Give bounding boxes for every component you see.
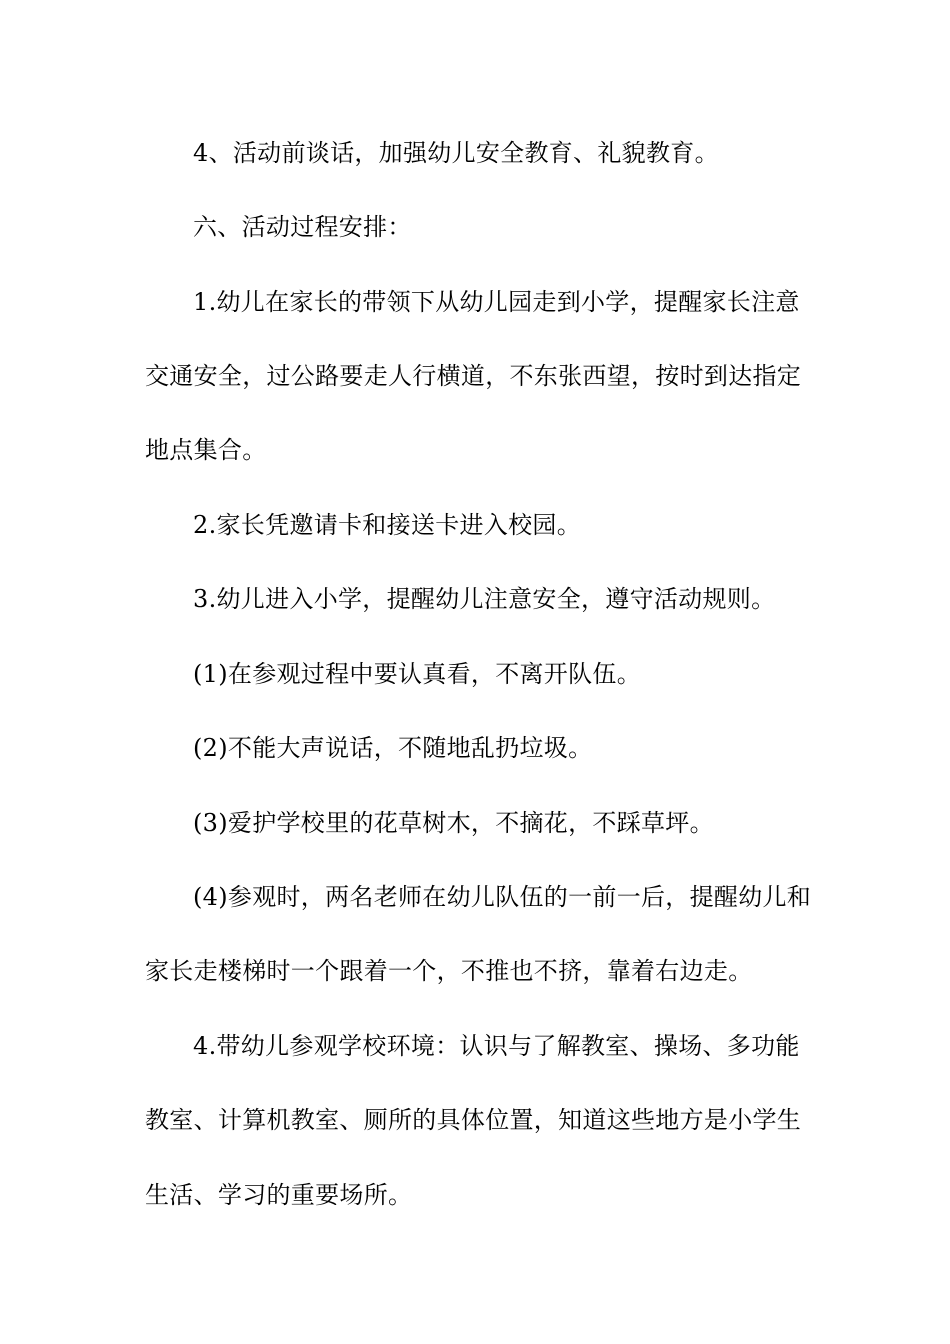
paragraph-line: 2.家长凭邀请卡和接送卡进入校园。 [193, 511, 581, 539]
paragraph-line: 4、活动前谈话，加强幼儿安全教育、礼貌教育。 [193, 139, 719, 167]
list-item: (1)在参观过程中要认真看，不离开队伍。 [193, 660, 641, 688]
paragraph-line: 1.幼儿在家长的带领下从幼儿园走到小学，提醒家长注意 [193, 288, 800, 316]
paragraph-line: 4.带幼儿参观学校环境：认识与了解教室、操场、多功能 [193, 1032, 800, 1060]
paragraph-line: 生活、学习的重要场所。 [145, 1181, 413, 1209]
list-item: (2)不能大声说话，不随地乱扔垃圾。 [193, 734, 593, 762]
paragraph-line: 3.幼儿进入小学，提醒幼儿注意安全，遵守活动规则。 [193, 585, 776, 613]
paragraph-line: 教室、计算机教室、厕所的具体位置，知道这些地方是小学生 [145, 1106, 802, 1134]
list-item: (4)参观时，两名老师在幼儿队伍的一前一后，提醒幼儿和 [193, 883, 812, 911]
paragraph-line: 家长走楼梯时一个跟着一个，不推也不挤，靠着右边走。 [145, 957, 753, 985]
paragraph-line: 交通安全，过公路要走人行横道，不东张西望，按时到达指定 [145, 362, 802, 390]
paragraph-line: 地点集合。 [145, 436, 267, 464]
section-heading: 六、活动过程安排： [193, 213, 412, 241]
list-item: (3)爱护学校里的花草树木，不摘花，不踩草坪。 [193, 809, 714, 837]
